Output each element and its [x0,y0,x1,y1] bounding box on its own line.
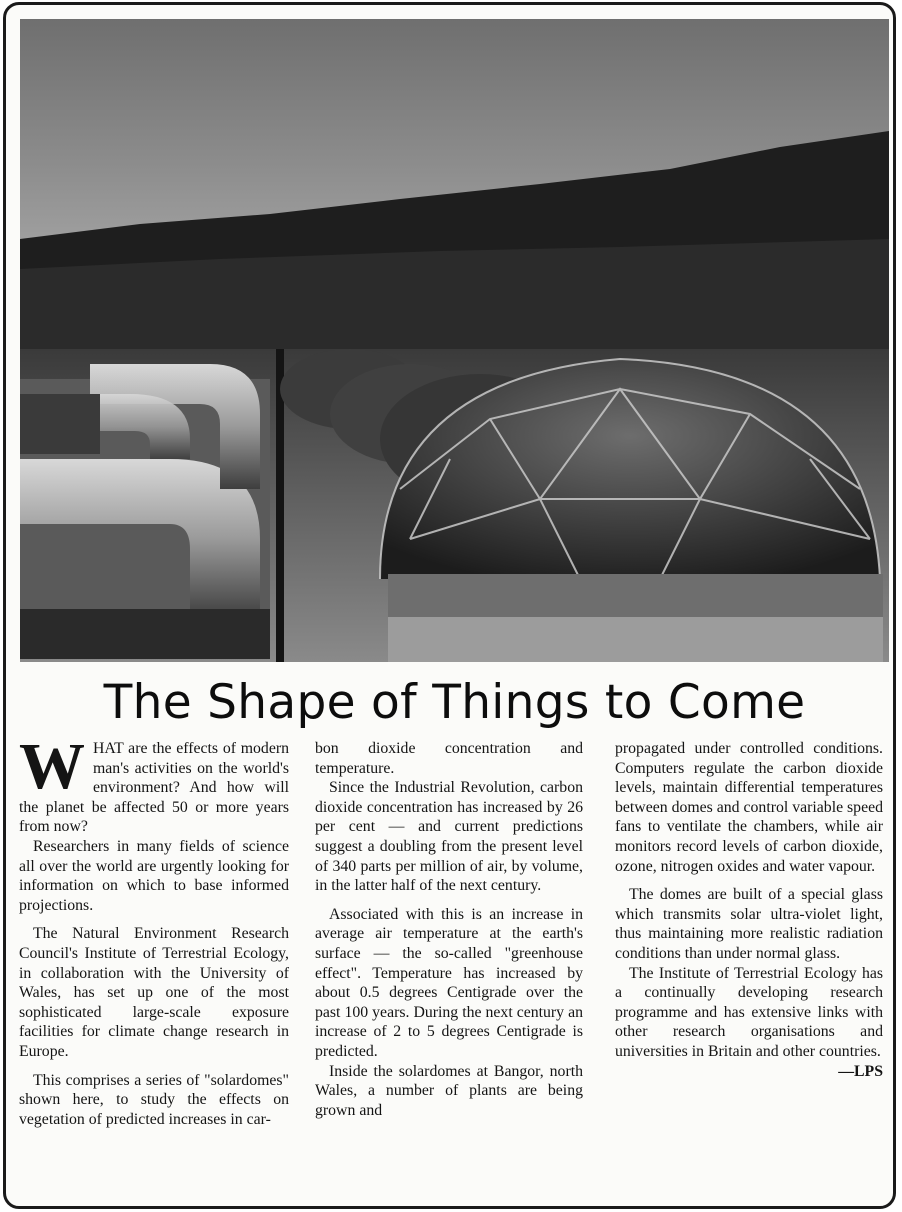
paragraph: bon dioxide concentration and temperature. [315,740,583,777]
article-frame [3,2,896,1209]
article-headline: The Shape of Things to Come [103,675,806,730]
article-column-3 [615,739,883,1081]
paragraph: Researchers in many fields of science all over the world are urgently looking for information on which to base informed projections. [19,837,289,914]
lead-paragraph [19,730,289,837]
drop-cap: W [19,730,85,803]
paragraph: The Natural Environment Research Council's Institute of Terrestrial Ecology, in collaboration with the University of Wales, has set up one of the most sophisticated large-scale exposure facilities for climate change research in Europe. [19,925,289,1060]
solardomes-photo-illustration [20,19,889,662]
paragraph: Associated with this is an increase in average air temperature at the earth's surface — the so-called "greenhouse effect". Temperature has increased by about 0.5 degrees Centigrade over the past 100 years. During the next century an increase of 2 to 5 degrees Centigrade is predicted. [315,905,583,1060]
paragraph: This comprises a series of "solardomes" shown here, to study the effects on vegetation of predicted increases in car- [19,1071,289,1128]
paragraph: Since the Industrial Revolution, carbon dioxide concentration has increased by 26 per cent — and current predictions suggest a doubling from the present level of 340 parts per million of air, by volume, in the latter half of the next century. [315,779,583,895]
paragraph: The Institute of Terrestrial Ecology has a continually developing research programme and has extensive links with other research organisations and universities in Britain and other countries. [615,964,883,1060]
byline-credit: —LPS [838,1062,883,1080]
paragraph: propagated under controlled conditions. Computers regulate the carbon dioxide levels, maintain differential temperatures between domes and control variable speed fans to ventilate the chambers, while air monitors record levels of carbon dioxide, ozone, nitrogen oxides and water vapour. [615,740,884,875]
paragraph: Inside the solardomes at Bangor, north Wales, a number of plants are being grown and [315,1062,583,1119]
lead-text: HAT are the effects of modern man's activities on the world's environment? And how will the planet be affected 50 or more years from now? [19,740,289,836]
solardomes-photo [20,19,889,662]
article-column-2 [315,739,583,1120]
paragraph: The domes are built of a special glass which transmits solar ultra-violet light, thus maintaining more realistic radiation conditions than under normal glass. [615,886,883,962]
article-column-1 [19,730,289,1129]
